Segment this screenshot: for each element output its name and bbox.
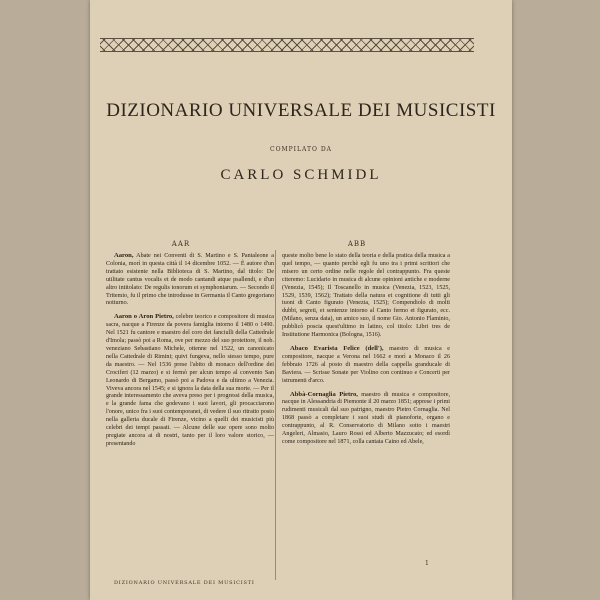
column-divider bbox=[275, 250, 276, 580]
document-page bbox=[90, 0, 512, 600]
entry-text: maestro di musica e compositore, nacque in Alessandria di Piemonte il 20 marzo 1851; apprese i primi rudimenti musicali dal suo patrigno, maestro Pietro Cornaglia. Nel 1868 passò a completare i suoi studi di pianoforte, organo e contrappunto, al R. Conservatorio di Milano sotto i maestri Angeleri, Almasio, Lauro Rossi ed Alberto Mazzucato; ed esordì come compositore nel 1871, colla cantata Caino ed Abele, bbox=[282, 391, 450, 445]
dictionary-entry bbox=[106, 252, 274, 308]
page-number: 1 bbox=[425, 560, 429, 567]
entry-text: Abate nei Conventi di S. Martino e S. Pantaleone a Colonia, morì in questa città il 14 dicembre 1052. — È autore d'un trattato esistente nella Biblioteca di S. Martino, dal titolo: De utilitate cantus vocalis et de modo cantandi atque psallendi, e d'un altro intitolato: De regulis tonorum et symphoniarum. — Secondo il Tritemio, fu il primo che introdusse in Germania il Canto gregoriano notturno. bbox=[106, 253, 275, 307]
entry-text: maestro di musica e compositore, nacque a Verona nel 1662 e morì a Monaco il 26 febbraio 1726 al posto di maestro della cappella granducale di Baviera. — Scrisse Sonate per Violino con continuo e Concerti per istrumenti d'arco. bbox=[282, 345, 450, 384]
decorative-border bbox=[100, 38, 474, 52]
entry-headword: Aaron o Aron Pietro, bbox=[114, 313, 174, 321]
right-column-header: ABB bbox=[347, 240, 367, 248]
dictionary-entry bbox=[282, 252, 450, 340]
left-column bbox=[106, 252, 274, 454]
left-column-header: AAR bbox=[171, 240, 191, 248]
author-name: CARLO SCHMIDL bbox=[220, 167, 382, 183]
entry-headword: Abaco Evarista Felice (dell'), bbox=[290, 344, 384, 352]
right-column bbox=[282, 252, 450, 452]
entry-text: celebre teorico e compositore di musica sacra, nacque a Firenze da povera famiglia intorno il 1480 o 1490. Nel 1521 fu cantore e maestro del coro dei fanciulli della Cattedrale d'Imola; passò poi a Roma, ove per mezzo del suo protettore, il nob. veneziano Sebastiano Michele, ottenne nel 1522, un canonicato nella Cattedrale di Rimini; quivi fungeva, nello stesso tempo, pure da maestro. — Nel 1536 prese l'abito di monaco dell'ordine dei Crociferi (12 marzo) e si fermò per alcun tempo al convento San Leonardo di Bergamo, passò poi a Padova e da ultimo a Venezia. Viveva ancora nel 1545; e si ignora la data della sua morte. — Per il grande interessamento che aveva preso per i progressi della musica, e la grande fama che godevano i suoi lavori, gli procacciarono l'onore, unico fra i suoi contemporanei, di vedere il suo ritratto posto nella galleria ducale di Firenze, vicino a quelli dei musicisti più celebri dei tempi passati. — Alcune delle sue opere sono molto pregiate ancora ai di nostri, tanto per il loro valore storico, — presentando bbox=[106, 314, 274, 447]
compiled-by-label: COMPILATO DA bbox=[269, 146, 333, 153]
entry-text: queste molto bene lo stato della teoria e della pratica della musica a quel tempo, — quanto perchè egli fu uno tra i primi scrittori che misero un certo ordine nelle regole del contrappunto. Fra queste citeremo: Lucidario in musica di alcune opinioni antiche e moderne (Venezia, 1545); Il Toscanello in musica (Venezia, 1523, 1525, 1529, 1539, 1562); Trattato della natura et cognitione di tutti gli tuoni di Canto figurato (Venezia, 1525); Compendiolo di molti dubbi, segreti, et sentenze intorno al Canto fermo et figurato, ecc. (Milano, senza data), un amico suo, il nome Gio. Antonio Flaminio, pubblicò poscia quest'ultimo in latino, col titolo: Libri tres de Institutione Harmonica (Bologna, 1516). bbox=[282, 253, 450, 339]
dictionary-entry bbox=[282, 391, 450, 447]
footer-signature: DIZIONARIO UNIVERSALE DEI MUSICISTI bbox=[114, 580, 255, 586]
dictionary-entry bbox=[106, 313, 274, 448]
entry-headword: Abbà-Cornaglia Pietro, bbox=[290, 390, 358, 398]
page-title: DIZIONARIO UNIVERSALE DEI MUSICISTI bbox=[106, 100, 496, 121]
entry-headword: Aaron, bbox=[114, 252, 134, 259]
dictionary-entry bbox=[282, 345, 450, 386]
